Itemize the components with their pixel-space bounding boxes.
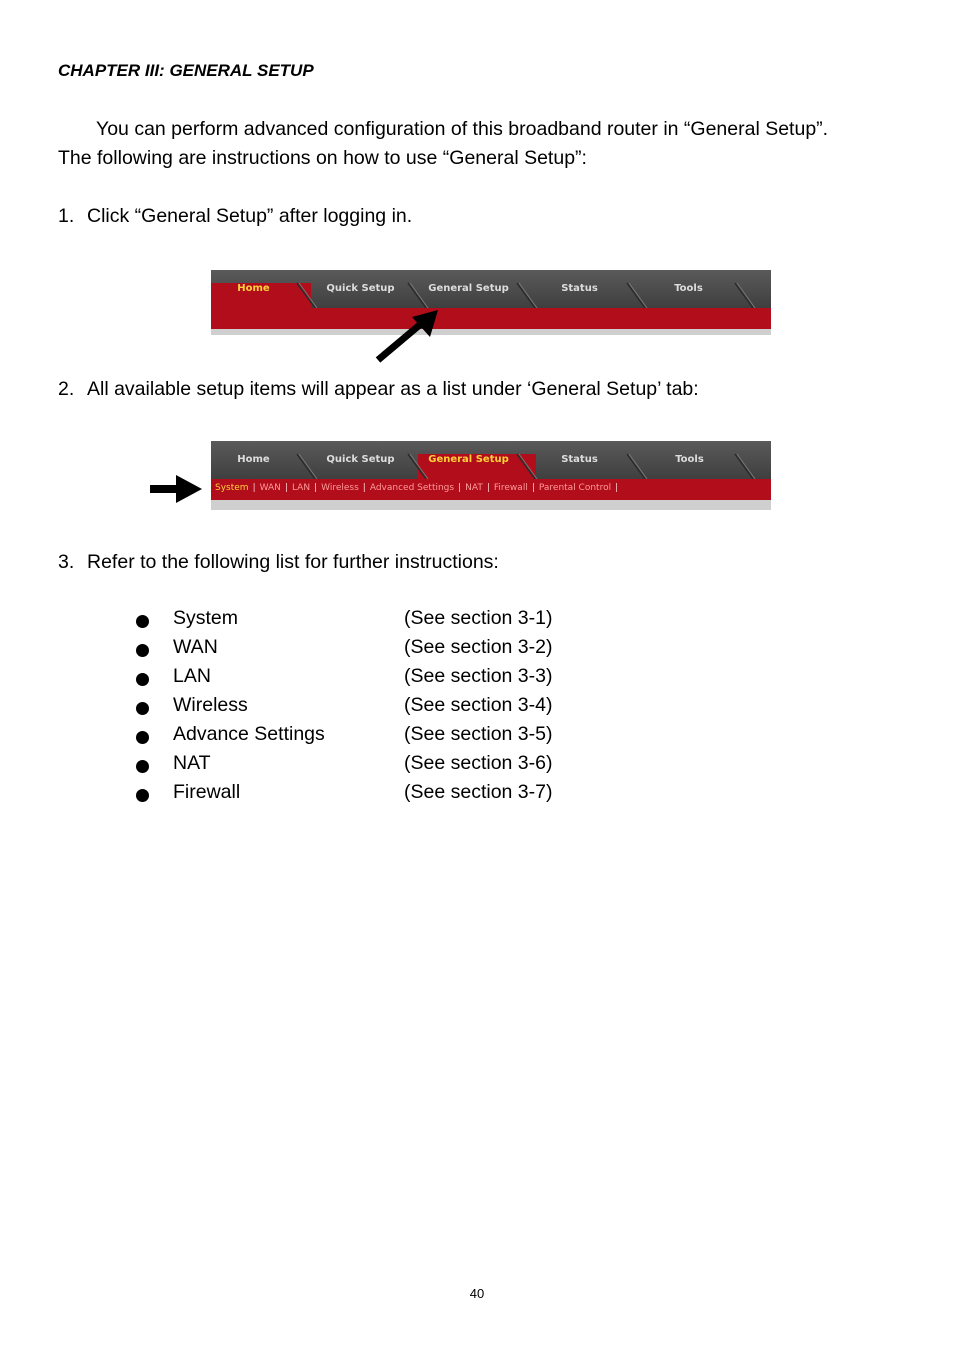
step-3 bbox=[58, 551, 499, 574]
pointer-arrow-icon bbox=[370, 305, 445, 365]
tab-home[interactable]: Home bbox=[237, 453, 270, 465]
nav-sub-strip bbox=[211, 479, 771, 500]
step-text: All available setup items will appear as a list under ‘General Setup’ tab: bbox=[87, 378, 699, 400]
bullet-icon bbox=[136, 731, 149, 744]
bullet-icon bbox=[136, 615, 149, 628]
bullet-icon bbox=[136, 789, 149, 802]
step-text: Click “General Setup” after logging in. bbox=[87, 205, 413, 227]
step-number: 3. bbox=[58, 551, 75, 573]
bullet-icon bbox=[136, 644, 149, 657]
page-number: 40 bbox=[469, 1286, 485, 1301]
step-1 bbox=[58, 205, 412, 228]
step-number: 2. bbox=[58, 378, 75, 400]
tab-quick-setup[interactable]: Quick Setup bbox=[326, 453, 395, 465]
bullet-icon bbox=[136, 702, 149, 715]
sublink-system[interactable]: System bbox=[215, 483, 249, 493]
nav-gray-strip bbox=[211, 329, 771, 335]
sublink-wan[interactable]: WAN bbox=[259, 483, 281, 493]
tab-general-setup[interactable]: General Setup bbox=[428, 453, 509, 465]
sublink-nat[interactable]: NAT bbox=[465, 483, 483, 493]
sublink-firewall[interactable]: Firewall bbox=[493, 483, 528, 493]
step-2 bbox=[58, 378, 699, 401]
sub-links: System | WAN | LAN | Wireless | Advanced Settings | NAT | Firewall | Parental Control | bbox=[215, 483, 619, 493]
tab-home[interactable]: Home bbox=[237, 282, 270, 294]
tab-tools[interactable]: Tools bbox=[675, 453, 704, 465]
chapter-title: CHAPTER III: GENERAL SETUP bbox=[58, 61, 314, 80]
bullet-icon bbox=[136, 673, 149, 686]
bullet-icon bbox=[136, 760, 149, 773]
tab-status[interactable]: Status bbox=[561, 453, 598, 465]
sublink-advanced-settings[interactable]: Advanced Settings bbox=[369, 483, 455, 493]
tab-separators bbox=[211, 270, 771, 308]
sublink-lan[interactable]: LAN bbox=[291, 483, 311, 493]
sublink-parental-control[interactable]: Parental Control bbox=[538, 483, 612, 493]
nav-bar-screenshot-2 bbox=[211, 441, 771, 510]
tab-status[interactable]: Status bbox=[561, 282, 598, 294]
right-arrow-icon bbox=[148, 473, 204, 505]
step-text: Refer to the following list for further instructions: bbox=[87, 551, 499, 573]
sublink-wireless[interactable]: Wireless bbox=[321, 483, 359, 493]
intro-line-2: The following are instructions on how to use “General Setup”: bbox=[58, 147, 587, 169]
intro-line-1: You can perform advanced configuration of this broadband router in “General Setup”. bbox=[96, 118, 829, 140]
tab-general-setup[interactable]: General Setup bbox=[428, 282, 509, 294]
nav-red-strip bbox=[211, 308, 771, 329]
nav-gray-strip bbox=[211, 500, 771, 510]
tab-separators bbox=[211, 441, 771, 479]
step-number: 1. bbox=[58, 205, 75, 227]
tab-tools[interactable]: Tools bbox=[674, 282, 703, 294]
nav-bar-screenshot-1 bbox=[211, 270, 771, 335]
tab-quick-setup[interactable]: Quick Setup bbox=[326, 282, 395, 294]
